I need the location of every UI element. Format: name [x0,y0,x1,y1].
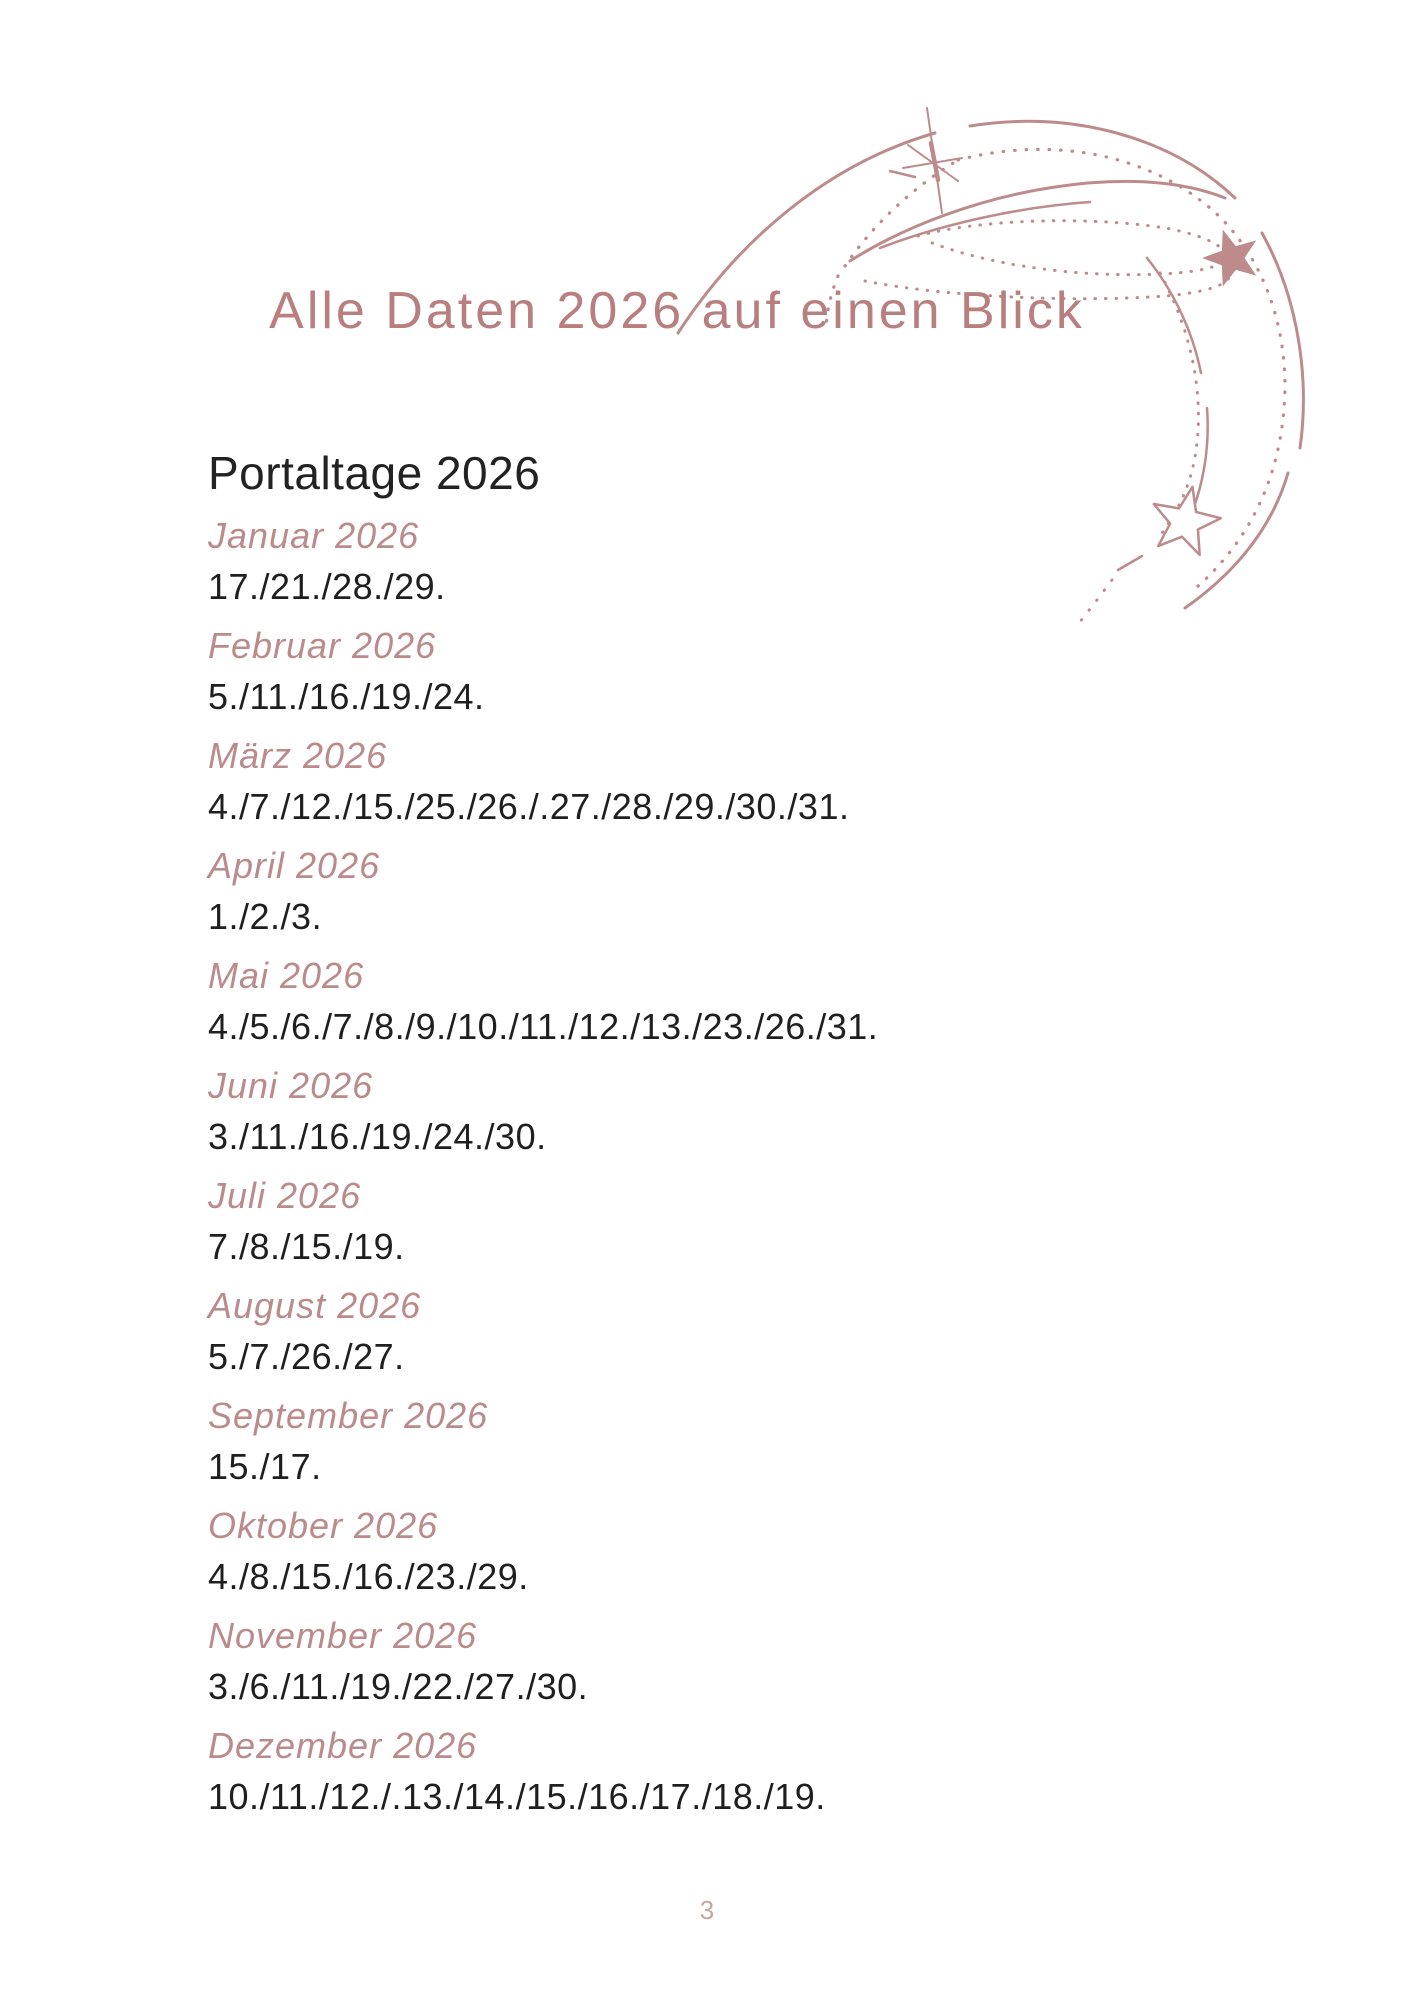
month-block [208,1065,1146,1159]
content-column [208,283,1146,1835]
month-label: Mai 2026 [208,955,365,996]
month-block [208,735,1146,829]
head-swoosh [880,202,1090,248]
months-list [208,515,1146,1819]
month-block [208,515,1146,609]
sparkle-icon [890,108,962,213]
section-heading: Portaltage 2026 [208,447,541,499]
month-block [208,1395,1146,1489]
month-block [208,845,1146,939]
month-block [208,955,1146,1049]
filled-star-icon [1196,221,1267,290]
month-label: August 2026 [208,1285,422,1326]
month-dates: 3./6./11./19./22./27./30. [208,1666,589,1707]
dotted-hook-upper [918,221,1225,275]
month-dates: 7./8./15./19. [208,1226,405,1267]
outer-arc-segment [1185,473,1288,608]
month-block [208,1285,1146,1379]
month-block [208,1725,1146,1819]
month-label: Oktober 2026 [208,1505,439,1546]
head-swoosh [850,181,1225,261]
month-label: November 2026 [208,1615,478,1656]
month-label: September 2026 [208,1395,489,1436]
month-dates: 1./2./3. [208,896,323,937]
month-dates: 4./7./12./15./25./26./.27./28./29./30./31. [208,786,850,827]
month-label: April 2026 [208,845,381,886]
month-dates: 5./7./26./27. [208,1336,405,1377]
month-dates: 10./11./12./.13./14./15./16./17./18./19. [208,1776,826,1817]
month-dates: 4./5./6./7./8./9./10./11./12./13./23./26./31. [208,1006,879,1047]
month-dates: 17./21./28./29. [208,566,446,607]
month-label: Dezember 2026 [208,1725,478,1766]
month-dates: 3./11./16./19./24./30. [208,1116,547,1157]
inner-arc [1147,258,1201,373]
month-label: Juni 2026 [208,1065,374,1106]
month-label: Juli 2026 [208,1175,362,1216]
outline-star-icon [1145,480,1225,558]
month-label: Januar 2026 [208,515,420,556]
page-title: Alle Daten 2026 auf einen Blick [269,282,1085,340]
month-label: März 2026 [208,735,388,776]
outer-arc-segment [970,121,1235,198]
month-dates: 4./8./15./16./23./29. [208,1556,529,1597]
month-label: Februar 2026 [208,625,437,666]
month-dates: 5./11./16./19./24. [208,676,485,717]
month-block [208,1175,1146,1269]
month-dates: 15./17. [208,1446,322,1487]
page-number: 3 [699,1895,715,1925]
month-block [208,625,1146,719]
month-block [208,1505,1146,1599]
month-block [208,1615,1146,1709]
